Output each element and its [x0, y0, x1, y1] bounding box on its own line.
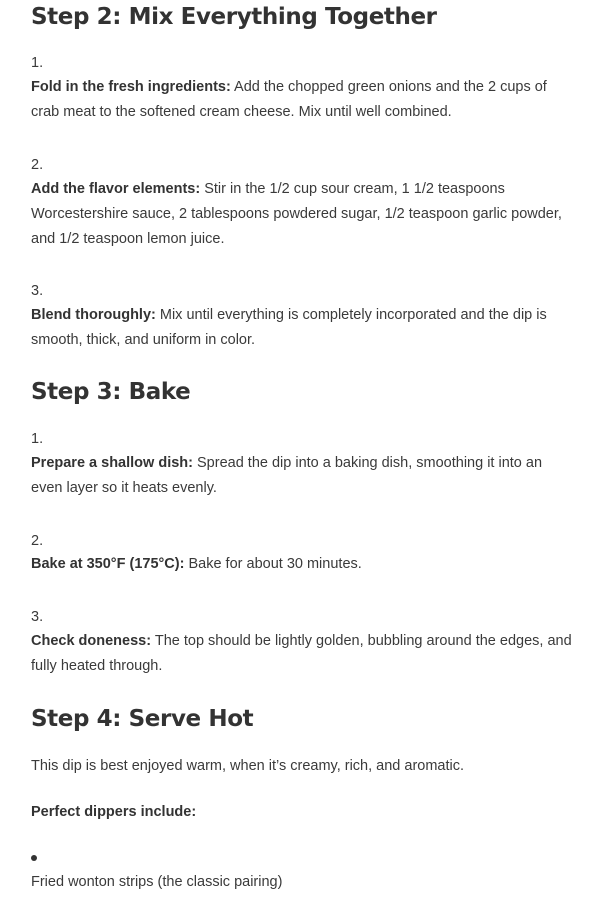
step-3-item-3-text: The top should be lightly golden, bubbling around the edges, and fully heated through.: [31, 633, 572, 674]
step-3-item-3: [31, 629, 576, 679]
bullet-icon: [31, 855, 37, 861]
step-3-item-2-title: Bake at 350°F (175°C):: [31, 556, 185, 572]
step-2-item-2: [31, 177, 576, 252]
step-4-intro: This dip is best enjoyed warm, when it’s creamy, rich, and aromatic.: [31, 758, 465, 774]
step-2-item-3: [31, 303, 576, 353]
step-2-item-3-title: Blend thoroughly:: [31, 307, 156, 323]
step-2-item-1-text: Add the chopped green onions and the 2 cups of crab meat to the softened cream cheese. Mix until well combined.: [31, 79, 547, 120]
step-3-item-1-text: Spread the dip into a baking dish, smoothing it into an even layer so it heats evenly.: [31, 455, 543, 496]
step-2-item-2-number: 2.: [31, 157, 44, 173]
step-3-item-3-title: Check doneness:: [31, 633, 152, 649]
step-2-item-1-title: Fold in the fresh ingredients:: [31, 79, 231, 95]
step-2-heading: Step 2: Mix Everything Together: [31, 4, 437, 30]
dipper-item: Fried wonton strips (the classic pairing): [31, 874, 283, 890]
step-2-item-1-number: 1.: [31, 55, 44, 71]
step-3-item-2-text: Bake for about 30 minutes.: [184, 556, 362, 572]
step-3-item-2-number: 2.: [31, 533, 44, 549]
step-3-heading: Step 3: Bake: [31, 379, 191, 405]
step-3-item-2: [31, 552, 576, 577]
step-3-item-3-number: 3.: [31, 609, 44, 625]
step-3-item-1-title: Prepare a shallow dish:: [31, 455, 193, 471]
step-2-item-1: [31, 75, 576, 125]
step-2-item-2-text: Stir in the 1/2 cup sour cream, 1 1/2 teaspoons Worcestershire sauce, 2 tablespoons powdered sugar, 1/2 teaspoon garlic powder, and 1/2 teaspoon lemon juice.: [31, 181, 562, 247]
step-2-item-2-title: Add the flavor elements:: [31, 181, 201, 197]
dippers-heading: Perfect dippers include:: [31, 804, 197, 820]
step-3-item-1-number: 1.: [31, 431, 44, 447]
step-3-item-1: [31, 451, 576, 501]
step-2-item-3-number: 3.: [31, 283, 44, 299]
step-4-heading: Step 4: Serve Hot: [31, 706, 254, 732]
step-2-item-3-text: Mix until everything is completely incorporated and the dip is smooth, thick, and uniform in color.: [31, 307, 547, 348]
